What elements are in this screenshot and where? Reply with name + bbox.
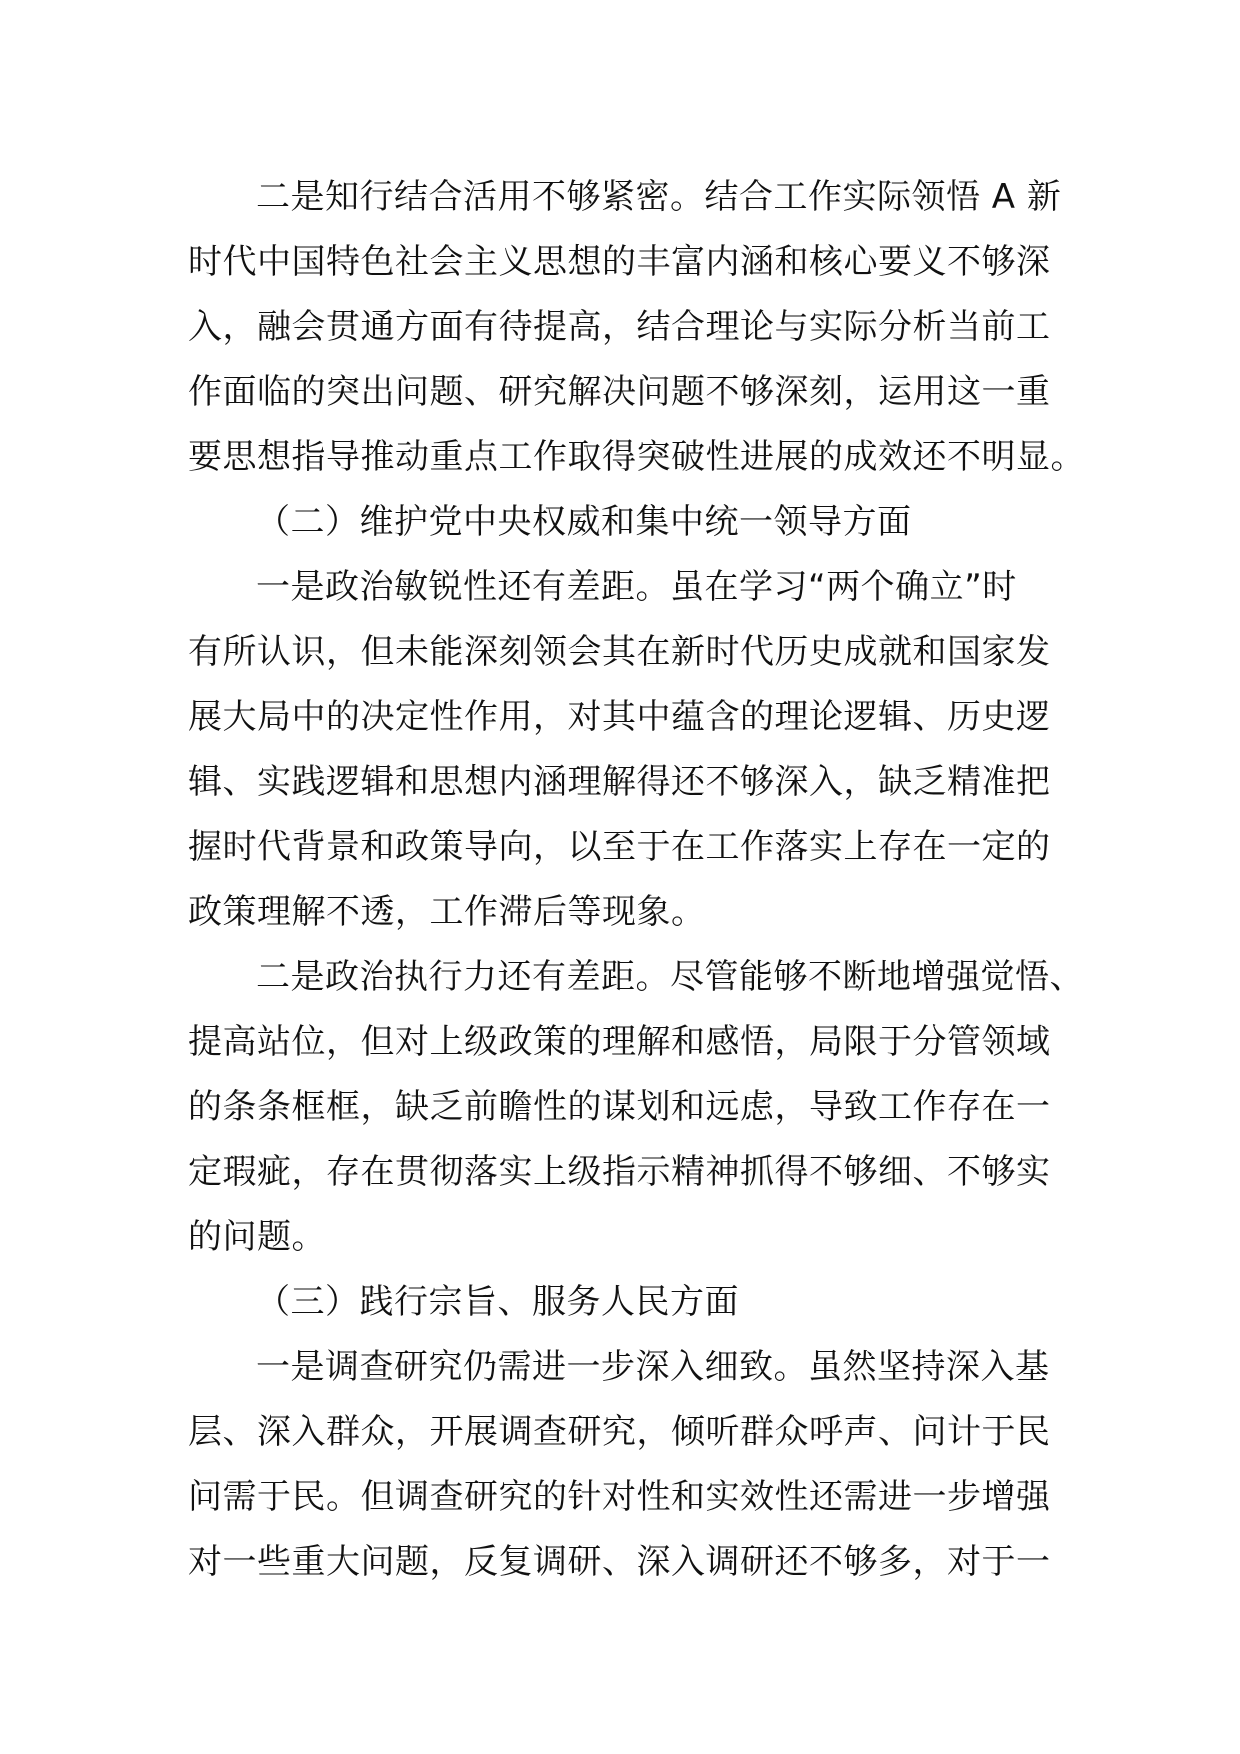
text-line: 一是政治敏锐性还有差距。虽在学习“两个确立”时	[256, 567, 1017, 607]
text-line: 提高站位，但对上级政策的理解和感悟，局限于分管领域	[188, 1022, 1051, 1062]
text-line: 要思想指导推动重点工作取得突破性进展的成效还不明显。	[188, 437, 1085, 477]
text-line: 辑、实践逻辑和思想内涵理解得还不够深入，缺乏精准把	[188, 762, 1051, 802]
document-body	[188, 165, 1085, 1595]
text-line: 时代中国特色社会主义思想的丰富内涵和核心要义不够深	[188, 242, 1051, 282]
text-line: 有所认识，但未能深刻领会其在新时代历史成就和国家发	[188, 632, 1051, 672]
text-line: 握时代背景和政策导向，以至于在工作落实上存在一定的	[188, 827, 1051, 867]
text-line: 定瑕疵，存在贯彻落实上级指示精神抓得不够细、不够实	[188, 1152, 1051, 1192]
text-line: 二是政治执行力还有差距。尽管能够不断地增强觉悟、	[256, 957, 1084, 997]
text-line: 展大局中的决定性作用，对其中蕴含的理论逻辑、历史逻	[188, 697, 1051, 737]
text-line: 层、深入群众，开展调查研究，倾听群众呼声、问计于民	[188, 1412, 1051, 1452]
section-heading: （二）维护党中央权威和集中统一领导方面	[256, 502, 912, 542]
text-line: 入，融会贯通方面有待提高，结合理论与实际分析当前工	[188, 307, 1051, 347]
text-line: 作面临的突出问题、研究解决问题不够深刻，运用这一重	[188, 372, 1051, 412]
text-line: 政策理解不透，工作滞后等现象。	[188, 892, 706, 932]
text-line: 的问题。	[188, 1217, 326, 1257]
text-line: 问需于民。但调查研究的针对性和实效性还需进一步增强	[188, 1477, 1051, 1517]
text-line: 二是知行结合活用不够紧密。结合工作实际领悟 A 新	[256, 177, 1062, 217]
text-line: 的条条框框，缺乏前瞻性的谋划和远虑，导致工作存在一	[188, 1087, 1051, 1127]
section-heading: （三）践行宗旨、服务人民方面	[256, 1282, 739, 1322]
text-line: 对一些重大问题，反复调研、深入调研还不够多，对于一	[188, 1542, 1051, 1582]
text-line: 一是调查研究仍需进一步深入细致。虽然坚持深入基	[256, 1347, 1050, 1387]
